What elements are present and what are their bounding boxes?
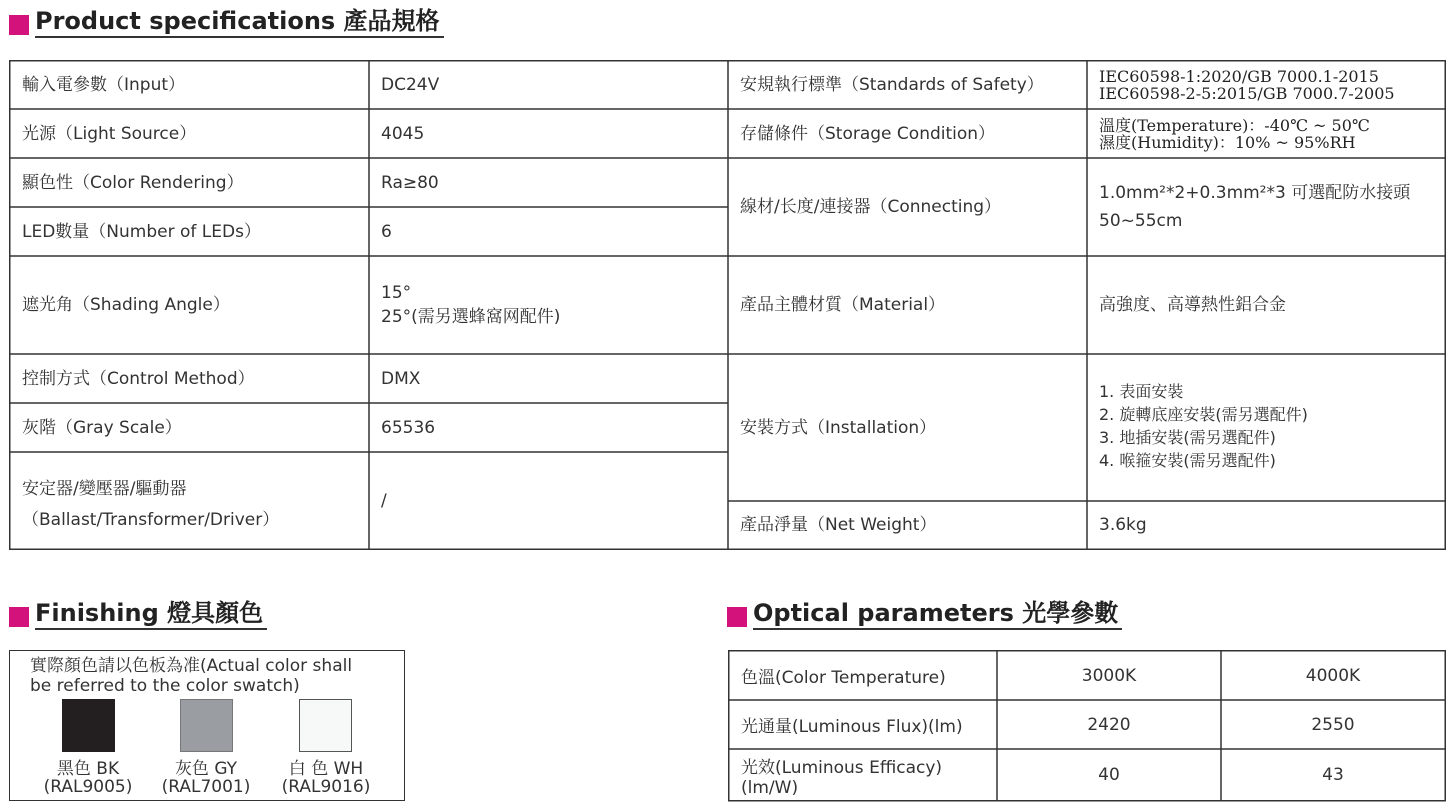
shading-value-line: 15° xyxy=(381,283,412,303)
control-value: DMX xyxy=(381,368,421,389)
finishing-note-line: be referred to the color swatch) xyxy=(30,676,300,696)
weight-label: 產品淨量（Net Weight） xyxy=(740,515,937,535)
gray-value: 65536 xyxy=(381,417,436,438)
input-label: 輸入電參數（Input） xyxy=(22,75,186,95)
optical-section-title: Optical parameters 光學參數 xyxy=(753,598,1122,630)
swatch-name: 灰色 GY xyxy=(174,759,238,779)
material-label: 產品主體材質（Material） xyxy=(740,295,946,315)
light-source-label: 光源（Light Source） xyxy=(22,123,197,144)
gray-label: 灰階（Gray Scale） xyxy=(22,417,182,438)
storage-label: 存儲條件（Storage Condition） xyxy=(740,123,996,144)
installation-item: 4. 喉箍安裝(需另選配件) xyxy=(1099,450,1276,470)
finishing-section-title: Finishing 燈具顏色 xyxy=(35,598,267,630)
leds-label: LED數量（Number of LEDs） xyxy=(22,221,261,242)
swatch-code: (RAL7001) xyxy=(161,777,251,797)
control-label: 控制方式（Control Method） xyxy=(22,368,255,389)
input-value: DC24V xyxy=(381,75,440,95)
finishing-note-line: 實際顏色請以色板為准(Actual color shall xyxy=(30,656,353,676)
swatch-code: (RAL9016) xyxy=(281,777,371,797)
installation-item: 3. 地插安裝(需另選配件) xyxy=(1099,427,1276,447)
installation-item: 2. 旋轉底座安裝(需另選配件) xyxy=(1099,404,1308,424)
optical-cell: 3000K xyxy=(1081,665,1137,686)
optical-cell: 40 xyxy=(1098,765,1120,785)
storage-value-line: 濕度(Humidity)：10% ~ 95%RH xyxy=(1099,132,1356,152)
optical-row-label: 色溫(Color Temperature) xyxy=(741,668,946,688)
optical-cell: 4000K xyxy=(1305,665,1361,686)
optical-row-label: 光效(Luminous Efficacy)(lm/W) xyxy=(741,757,943,798)
shading-value-line: 25°(需另選蜂窩网配件) xyxy=(381,307,561,327)
connecting-value-line: 1.0mm²*2+0.3mm²*3 可選配防水接頭 xyxy=(1099,183,1411,203)
storage-value-line: 溫度(Temperature)：-40℃ ~ 50℃ xyxy=(1099,115,1370,135)
swatch-name: 白 色 WH xyxy=(288,759,364,779)
safety-label: 安規執行標準（Standards of Safety） xyxy=(740,75,1044,95)
connecting-label: 線材/长度/連接器（Connecting） xyxy=(740,197,1002,217)
leds-value: 6 xyxy=(381,221,392,242)
swatch-name: 黑色 BK xyxy=(56,759,120,779)
ballast-label-line: （Ballast/Transformer/Driver） xyxy=(22,509,280,530)
specs-section-title: Product specifications 產品規格 xyxy=(35,6,444,38)
color-rendering-value: Ra≥80 xyxy=(381,172,439,193)
optical-cell: 2420 xyxy=(1087,714,1131,735)
ballast-value: / xyxy=(381,490,387,511)
safety-value-line: IEC60598-2-5:2015/GB 7000.7-2005 xyxy=(1099,84,1395,103)
optical-row-label: 光通量(Luminous Flux)(lm) xyxy=(741,717,963,737)
light-source-value: 4045 xyxy=(381,123,425,144)
connecting-value-line: 50~55cm xyxy=(1099,211,1183,231)
shading-label: 遮光角（Shading Angle） xyxy=(22,295,230,315)
ballast-label-line: 安定器/變壓器/驅動器 xyxy=(22,478,187,499)
material-value: 高強度、高導熱性鋁合金 xyxy=(1099,295,1286,315)
optical-cell: 2550 xyxy=(1311,714,1355,735)
swatch-code: (RAL9005) xyxy=(43,777,133,797)
optical-cell: 43 xyxy=(1322,765,1344,785)
safety-value-line: IEC60598-1:2020/GB 7000.1-2015 xyxy=(1099,67,1379,86)
installation-item: 1. 表面安裝 xyxy=(1099,381,1184,401)
color-rendering-label: 顯色性（Color Rendering） xyxy=(22,172,244,193)
weight-value: 3.6kg xyxy=(1099,515,1147,535)
installation-label: 安裝方式（Installation） xyxy=(740,417,937,438)
